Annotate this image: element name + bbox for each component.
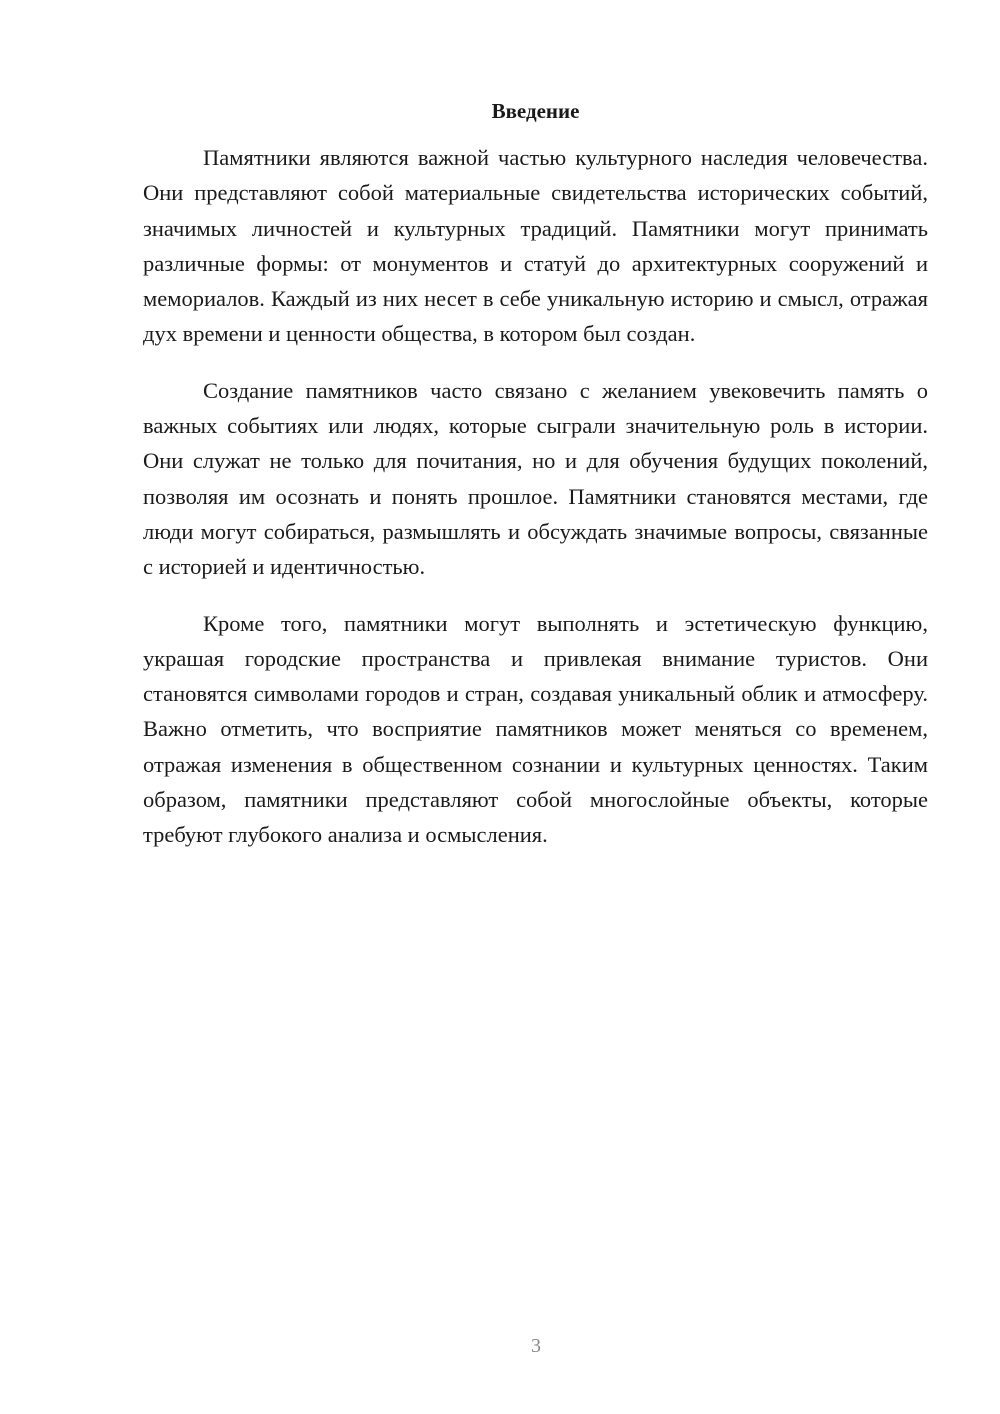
paragraph-1: Памятники являются важной частью культурного наследия человечества. Они представляют собой материальные свидетельства исторических событий, значимых личностей и культурных традиций. Памятники могут принимать различные формы: от монументов и статуй до архитектурных сооружений и мемориалов. Каждый из них несет в себе уникальную историю и смысл, отражая дух времени и ценности общества, в котором был создан. <box>143 145 928 347</box>
paragraph-3: Кроме того, памятники могут выполнять и эстетическую функцию, украшая городские пространства и привлекая внимание туристов. Они становятся символами городов и стран, создавая уникальный облик и атмосферу. Важно отметить, что восприятие памятников может меняться со временем, отражая изменения в общественном сознании и культурных ценностях. Таким образом, памятники представляют собой многослойные объекты, которые требуют глубокого анализа и осмысления. <box>143 610 928 848</box>
page-content <box>143 96 928 874</box>
paragraph-2: Создание памятников часто связано с желанием увековечить память о важных событиях или людях, которые сыграли значительную роль в истории. Они служат не только для почитания, но и для обучения будущих поколений, позволяя им осознать и понять прошлое. Памятники становятся местами, где люди могут собираться, размышлять и обсуждать значимые вопросы, связанные с историей и идентичностью. <box>143 377 928 580</box>
section-title: Введение <box>491 99 580 123</box>
page-number: 3 <box>531 1335 541 1357</box>
